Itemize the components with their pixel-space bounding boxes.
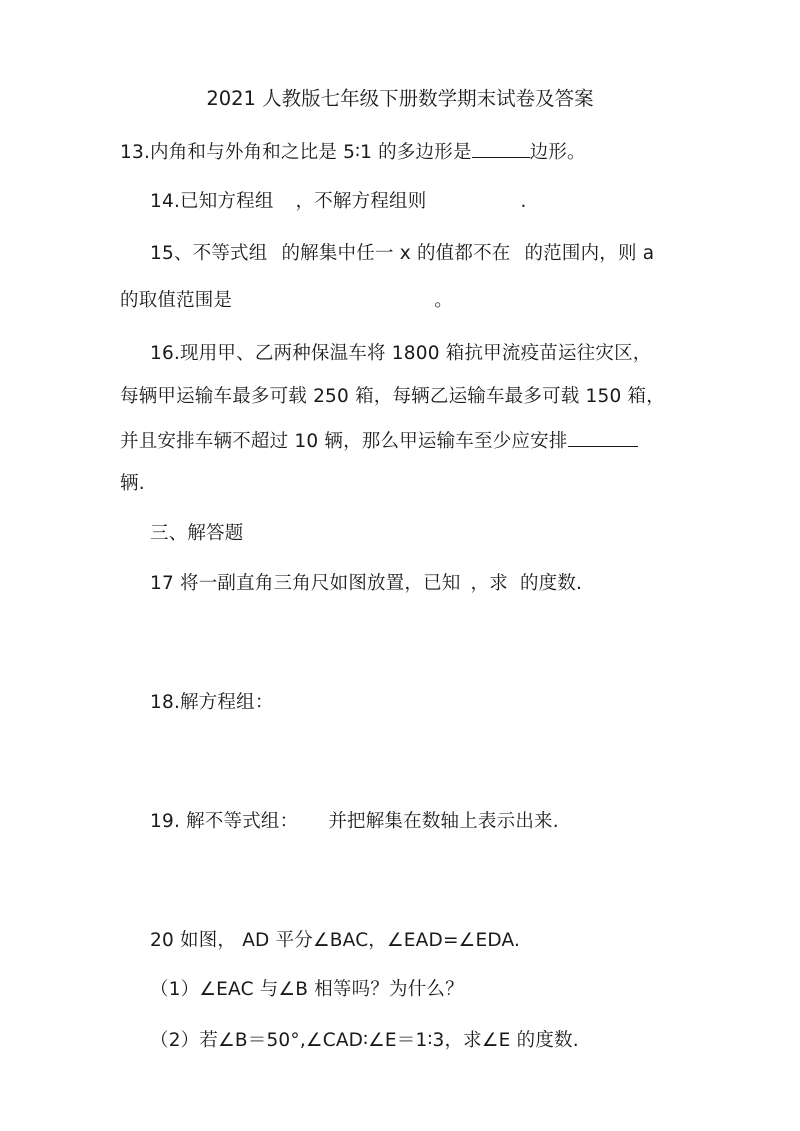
question-16-line-1: 16.现用甲、乙两种保温车将 1800 箱抗甲流疫苗运往灾区， bbox=[150, 343, 652, 364]
q13-text: 13.内角和与外角和之比是 5∶1 的多边形是 bbox=[120, 142, 472, 163]
q15-text-end: 的范围内，则 a bbox=[524, 243, 655, 264]
question-15 bbox=[150, 241, 654, 267]
q17-text-end: 的度数. bbox=[519, 573, 583, 594]
section-heading: 三、解答题 bbox=[150, 523, 244, 544]
q16-line3-text: 并且安排车辆不超过 10 辆，那么甲运输车至少应安排 bbox=[120, 431, 568, 452]
question-16-line-4: 辆. bbox=[120, 473, 145, 494]
question-15-line-2 bbox=[120, 288, 453, 314]
q16-answer-blank[interactable] bbox=[568, 428, 638, 447]
q15-line2-text: 的取值范围是 bbox=[120, 290, 233, 311]
q14-text-mid: ，不解方程组则 bbox=[295, 191, 427, 212]
page-title: 2021 人教版七年级下册数学期末试卷及答案 bbox=[206, 87, 594, 110]
q15-line2-end: 。 bbox=[434, 290, 453, 311]
question-20: 20 如图， AD 平分∠BAC，∠EAD=∠EDA. bbox=[150, 930, 521, 951]
q13-answer-blank[interactable] bbox=[472, 139, 530, 158]
q15-text-mid: 的解集中任一 x 的值都不在 bbox=[281, 243, 511, 264]
q19-text: 19. 解不等式组： bbox=[150, 811, 299, 832]
question-18: 18.解方程组： bbox=[150, 692, 274, 713]
question-16-line-2: 每辆甲运输车最多可载 250 箱，每辆乙运输车最多可载 150 箱， bbox=[120, 386, 665, 407]
q13-text-end: 边形。 bbox=[529, 142, 586, 163]
q19-text-end: 并把解集在数轴上表示出来. bbox=[328, 811, 559, 832]
q14-text-end: . bbox=[520, 191, 527, 212]
q14-text: 14.已知方程组 bbox=[150, 191, 274, 212]
question-13 bbox=[120, 139, 586, 166]
question-14 bbox=[150, 189, 527, 215]
question-17 bbox=[150, 571, 582, 597]
q17-text: 17 将一副直角三角尺如图放置，已知 bbox=[150, 573, 461, 594]
question-16-line-3 bbox=[120, 428, 638, 455]
q17-text-mid: ，求 bbox=[470, 573, 508, 594]
question-19 bbox=[150, 809, 559, 835]
q15-text: 15、不等式组 bbox=[150, 243, 268, 264]
question-20-part-1: （1）∠EAC 与∠B 相等吗？为什么？ bbox=[150, 979, 464, 1000]
question-20-part-2: （2）若∠B＝50°,∠CAD∶∠E＝1∶3，求∠E 的度数. bbox=[150, 1030, 579, 1051]
